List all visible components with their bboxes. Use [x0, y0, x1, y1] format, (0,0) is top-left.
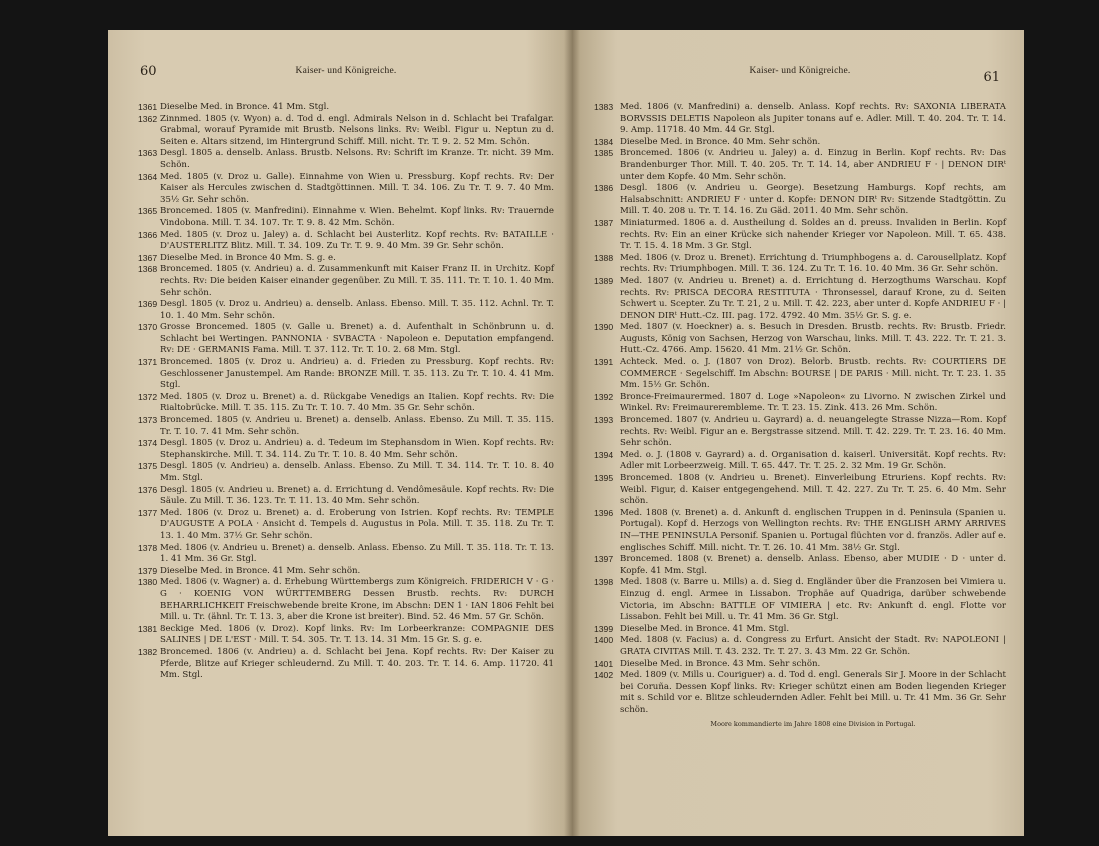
page-number: 60 — [140, 64, 157, 79]
entry-number: 1371 — [138, 357, 158, 368]
entry-text: 8eckige Med. 1806 (v. Droz). Kopf links. Rv: Im Lorbeerkranze: COMPAGNIE DES SALINES | DE L'EST · Mill. T. 54. 305. Tr. T. 13. 14. 31 Mm. 15 Gr. S. g. e. — [160, 623, 554, 646]
entry-text: Med. 1808 (v. Facius) a. d. Congress zu Erfurt. Ansicht der Stadt. Rv: NAPOLEONI | GRATA CIVITAS Mill. T. 43. 232. Tr. T. 27. 3. 43 Mm. 22 Gr. Schön. — [620, 635, 1006, 657]
entry-number: 1369 — [138, 299, 158, 310]
entry-number: 1399 — [594, 623, 614, 634]
catalog-entry — [594, 322, 1006, 357]
left-page-header — [138, 58, 554, 88]
catalog-entry — [138, 647, 554, 682]
catalog-entry — [594, 670, 1006, 716]
entry-number: 1387 — [594, 217, 614, 228]
entry-number: 1377 — [138, 507, 158, 518]
catalog-entry — [138, 253, 554, 265]
catalog-entry — [594, 554, 1006, 577]
catalog-entry — [594, 137, 1006, 149]
entry-number: 1384 — [594, 136, 614, 147]
catalog-entry — [138, 299, 554, 322]
entry-text: Desgl. 1806 (v. Andrieu u. George). Besetzung Hamburgs. Kopf rechts, am Halsabschnitt: ANDRIEU F · unter d. Kopfe: DENON DIRᵗ Rv: Sitzende Stadtgöttin. Zu Mill. T. 40. 208 u. Tr. T. 14. 16. Zu Gäd. 2011. 40 Mm. Sehr schön. — [620, 183, 1006, 217]
entry-text: Med. 1808 (v. Brenet) a. d. Ankunft d. englischen Truppen in d. Peninsula (Spanien u. Portugal). Kopf d. Herzogs von Wellington rechts. Rv: THE ENGLISH ARMY ARRIVES IN—THE PENINSULA Personif. Spanien u. Portugal flüchten vor d. französ. Adler auf e. englisches Schiff. Mill. nicht. Tr. T. 26. 10. 41 Mm. 38½ Gr. Stgl. — [620, 507, 1006, 553]
entry-number: 1402 — [594, 670, 614, 681]
entry-text: Achteck. Med. o. J. (1807 von Droz). Belorb. Brustb. rechts. Rv: COURTIERS DE COMMERCE · Segelschiff. Im Abschn: BOURSE | DE PARIS · Mill. nicht. Tr. T. 23. 1. 35 Mm. 15½ Gr. Schön. — [620, 357, 1006, 391]
entry-number: 1390 — [594, 322, 614, 333]
entry-text: Dieselbe Med. in Bronce. 41 Mm. Stgl. — [620, 623, 790, 634]
catalog-entry — [594, 415, 1006, 450]
entry-text: Dieselbe Med. in Bronce. 40 Mm. Sehr schön. — [620, 136, 821, 147]
catalog-entry — [138, 438, 554, 461]
entry-text: Desgl. 1805 (v. Andrieu u. Brenet) a. d. Errichtung d. Vendômesäule. Kopf rechts. Rv: Die Säule. Zu Mill. T. 36. 123. Tr. T. 11. 13. 40 Mm. Sehr schön. — [160, 484, 554, 507]
entry-number: 1376 — [138, 484, 158, 495]
catalog-entry — [594, 357, 1006, 392]
entry-text: Med. 1808 (v. Barre u. Mills) a. d. Sieg d. Engländer über die Franzosen bei Vimiera u. Einzug d. engl. Armee in Lissabon. Trophäe auf Quadriga, darüber schwebende Victoria, im Abschn: BATTLE OF VIMIERA | etc. Rv: Ankunft d. engl. Flotte vor Lissabon. Fehlt bei Mill. u. Tr. 41 Mm. 36 Gr. Stgl. — [620, 577, 1006, 623]
entry-number: 1361 — [138, 102, 158, 112]
catalog-entry — [138, 322, 554, 357]
entry-number: 1396 — [594, 507, 614, 518]
entry-text: Med. 1807 (v. Andrieu u. Brenet) a. d. Errichtung d. Herzogthums Warschau. Kopf rechts. Rv: PRISCA DECORA RESTITUTA · Thronsessel, darauf Krone, zu d. Seiten Schwert u. Scepter. Zu Tr. T. 21, 2 u. Mill. T. 42. 223, aber unter d. Kopfe ANDRIEU F · | DENON DIRᵗ Hutt.-Cz. III. pag. 172. 4792. 40 Mm. 35½ Gr. S. g. e. — [620, 275, 1006, 321]
catalog-entry — [594, 276, 1006, 322]
entry-number: 1400 — [594, 635, 614, 646]
entry-number: 1380 — [138, 577, 158, 588]
entry-number: 1366 — [138, 229, 158, 240]
catalog-entry — [138, 264, 554, 299]
catalog-entry — [138, 543, 554, 566]
entry-text: Broncemed. 1805 (v. Andrieu u. Brenet) a. denselb. Anlass. Ebenso. Zu Mill. T. 35. 115. Tr. T. 10. 7. 41 Mm. Sehr schön. — [160, 415, 554, 437]
catalog-entry — [594, 659, 1006, 671]
entry-number: 1392 — [594, 391, 614, 402]
entry-number: 1375 — [138, 461, 158, 472]
catalog-entry — [594, 253, 1006, 276]
entry-number: 1397 — [594, 554, 614, 565]
entry-text: Broncemed. 1805 (v. Andrieu) a. d. Zusammenkunft mit Kaiser Franz II. in Urchitz. Kopf rechts. Rv: Die beiden Kaiser einander gegenüber. Zu Mill. T. 35. 111. Tr. T. 10. 1. 40 Mm. Sehr schön. — [160, 264, 554, 298]
entry-text: Med. 1806 (v. Droz u. Brenet) a. d. Eroberung von Istrien. Kopf rechts. Rv: TEMPLE D'AUGUSTE A POLA · Ansicht d. Tempels d. Augustus in Pola. Mill. T. 35. 118. Zu Tr. T. 13. 1. 40 Mm. 37½ Gr. Sehr schön. — [160, 507, 554, 541]
entry-number: 1365 — [138, 206, 158, 217]
entry-text: Med. 1806 (v. Manfredini) a. denselb. Anlass. Kopf rechts. Rv: SAXONIA LIBERATA BORVSSIS DELETIS Napoleon als Jupiter tonans auf e. Adler. Mill. T. 40. 204. Tr. T. 14. 9. Amp. 11718. 40 Mm. 44 Gr. Stgl. — [620, 102, 1006, 136]
entry-text: Broncemed. 1805 (v. Manfredini). Einnahme v. Wien. Behelmt. Kopf links. Rv: Trauernde Vindobona. Mill. T. 34. 107. Tr. T. 9. 8. 42 Mm. Schön. — [160, 206, 554, 228]
entry-number: 1382 — [138, 646, 158, 657]
catalog-entry — [594, 450, 1006, 473]
left-entries — [138, 102, 554, 682]
entry-text: Dieselbe Med. in Bronce 40 Mm. S. g. e. — [160, 252, 336, 263]
catalog-entry — [594, 577, 1006, 623]
page-number: 61 — [983, 70, 1000, 85]
catalog-entry — [138, 206, 554, 229]
catalog-entry — [138, 577, 554, 623]
entry-text: Broncemed. 1807 (v. Andrieu u. Gayrard) a. d. neuangelegte Strasse Nizza—Rom. Kopf rechts. Rv: Weibl. Figur an e. Bergstrasse sitzend. Mill. T. 42. 229. Tr. T. 23. 16. 40 Mm. Sehr schön. — [620, 415, 1006, 449]
entry-number: 1374 — [138, 438, 158, 449]
catalog-entry — [138, 485, 554, 508]
entry-number: 1389 — [594, 275, 614, 286]
entry-number: 1373 — [138, 415, 158, 426]
running-head: Kaiser- und Königreiche. — [295, 66, 397, 76]
entry-number: 1368 — [138, 264, 158, 275]
entry-number: 1379 — [138, 565, 158, 576]
catalog-entry — [138, 624, 554, 647]
entry-number: 1391 — [594, 357, 614, 368]
entry-text: Grosse Broncemed. 1805 (v. Galle u. Brenet) a. d. Aufenthalt in Schönbrunn u. d. Schlacht bei Wertingen. PANNONIA · SVBACTA · Napoleon e. Deputation empfangend. Rv: DE · GERMANIS Fama. Mill. T. 37. 112. Tr. T. 10. 2. 68 Mm. Stgl. — [160, 322, 554, 356]
footnote: Moore kommandierte im Jahre 1808 eine Division in Portugal. — [710, 720, 916, 729]
entry-number: 1362 — [138, 113, 158, 124]
entry-text: Med. 1807 (v. Hoeckner) a. s. Besuch in Dresden. Brustb. rechts. Rv: Brustb. Friedr. Augusts, König von Sachsen, Herzog von Warschau, links. Mill. T. 43. 222. Tr. T. 21. 3. Hutt.-Cz. 4766. Amp. 15620. 41 Mm. 21½ Gr. Schön. — [620, 322, 1006, 356]
entry-number: 1364 — [138, 171, 158, 182]
entry-number: 1367 — [138, 252, 158, 263]
entry-text: Broncemed. 1806 (v. Andrieu u. Jaley) a. d. Einzug in Berlin. Kopf rechts. Rv: Das Brandenburger Thor. Mill. T. 40. 205. Tr. T. 14. 14, aber ANDRIEU F · | DENON DIRᵗ unter dem Kopfe. 40 Mm. Sehr schön. — [620, 148, 1006, 182]
entry-number: 1388 — [594, 252, 614, 263]
entry-text: Med. 1805 (v. Droz u. Brenet) a. d. Rückgabe Venedigs an Italien. Kopf rechts. Rv: Die Rialtobrücke. Mill. T. 35. 115. Zu Tr. T. 10. 7. 40 Mm. 35 Gr. Sehr schön. — [160, 391, 554, 414]
right-page — [572, 30, 1024, 836]
entry-number: 1398 — [594, 577, 614, 588]
entry-number: 1394 — [594, 449, 614, 460]
catalog-entry — [138, 102, 554, 114]
entry-text: Dieselbe Med. in Bronce. 41 Mm. Sehr schön. — [160, 565, 361, 576]
catalog-entry — [138, 461, 554, 484]
catalog-entry — [138, 230, 554, 253]
entry-text: Broncemed. 1805 (v. Droz u. Andrieu) a. d. Frieden zu Pressburg. Kopf rechts. Rv: Geschlossener Janustempel. Am Rande: BRONZE Mill. T. 35. 113. Zu Tr. T. 10. 4. 41 Mm. Stgl. — [160, 357, 554, 391]
catalog-entry — [594, 102, 1006, 137]
entry-number: 1381 — [138, 623, 158, 634]
catalog-entry — [138, 114, 554, 149]
entry-number: 1385 — [594, 148, 614, 159]
left-page — [108, 30, 572, 836]
entry-text: Dieselbe Med. in Bronce. 43 Mm. Sehr schön. — [620, 658, 821, 669]
entry-text: Med. 1806 (v. Droz u. Brenet). Errichtung d. Triumphbogens a. d. Carousellplatz. Kopf rechts. Rv: Triumphbogen. Mill. T. 36. 124. Zu Tr. T. 16. 10. 40 Mm. 36 Gr. Sehr schön. — [620, 252, 1006, 275]
entry-number: 1395 — [594, 473, 614, 483]
entry-text: Med. 1806 (v. Wagner) a. d. Erhebung Württembergs zum Königreich. FRIDERICH V · G · G · KOENIG VON WÜRTTEMBERG Dessen Brustb. rechts. Rv: DURCH BEHARRLICHKEIT Freischwebende breite Krone, im Abschn: DEN 1 · IAN 1806 Fehlt bei Mill. u. Tr. (ähnl. Tr. T. 13. 3, aber die Krone ist breiter). Bind. 52. 46 Mm. 57 Gr. Schön. — [160, 577, 554, 623]
running-head: Kaiser- und Königreiche. — [749, 66, 851, 76]
catalog-entry — [138, 508, 554, 543]
entry-text: Desgl. 1805 (v. Droz u. Andrieu) a. denselb. Anlass. Ebenso. Mill. T. 35. 112. Achnl. Tr. T. 10. 1. 40 Mm. Sehr schön. — [160, 299, 554, 321]
catalog-entry — [594, 635, 1006, 658]
entry-text: Dieselbe Med. in Bronce. 41 Mm. Stgl. — [160, 102, 330, 112]
entry-text: Miniaturmed. 1806 a. d. Austheilung d. Soldes an d. preuss. Invaliden in Berlin. Kopf rechts. Rv: Ein an einer Krücke sich nahender Krieger vor Napoleon. Mill. T. 65. 438. Tr. T. 15. 4. 18 Mm. 3 Gr. Stgl. — [620, 217, 1006, 252]
entry-text: Broncemed. 1806 (v. Andrieu) a. d. Schlacht bei Jena. Kopf rechts. Rv: Der Kaiser zu Pferde, Blitze auf Krieger schleudernd. Zu Mill. T. 40. 203. Tr. T. 14. 6. Amp. 11720. 41 Mm. Stgl. — [160, 646, 554, 681]
entry-text: Desgl. 1805 (v. Andrieu) a. denselb. Anlass. Ebenso. Zu Mill. T. 34. 114. Tr. T. 10. 8. 40 Mm. Stgl. — [160, 461, 554, 483]
entry-text: Broncemed. 1808 (v. Brenet) a. denselb. Anlass. Ebenso, aber MUDIE · D · unter d. Kopfe. 41 Mm. Stgl. — [620, 554, 1006, 576]
catalog-entry — [138, 148, 554, 171]
entry-text: Broncemed. 1808 (v. Andrieu u. Brenet). Einverleibung Etruriens. Kopf rechts. Rv: Weibl. Figur, d. Kaiser entgegengehend. Mill. T. 42. 227. Zu Tr. T. 25. 6. 40 Mm. Sehr schön. — [620, 473, 1006, 507]
right-page-header — [594, 58, 1006, 88]
catalog-entry — [594, 473, 1006, 508]
right-entries — [594, 102, 1006, 716]
entry-number: 1386 — [594, 183, 614, 194]
catalog-entry — [594, 624, 1006, 636]
entry-text: Med. 1806 (v. Andrieu u. Brenet) a. denselb. Anlass. Ebenso. Zu Mill. T. 35. 118. Tr. T. 13. 1. 41 Mm. 36 Gr. Stgl. — [160, 542, 554, 565]
entry-text: Desgl. 1805 (v. Droz u. Andrieu) a. d. Tedeum im Stephansdom in Wien. Kopf rechts. Rv: Stephanskirche. Mill. T. 34. 114. Zu Tr. T. 10. 8. 40 Mm. Sehr schön. — [160, 438, 554, 460]
entry-number: 1383 — [594, 102, 614, 112]
entry-text: Bronce-Freimaurermed. 1807 d. Loge »Napoleon« zu Livorno. N zwischen Zirkel und Winkel. Rv: Freimaurerembleme. Tr. T. 23. 15. Zink. 413. 26 Mm. Schön. — [620, 391, 1006, 414]
entry-number: 1372 — [138, 391, 158, 402]
catalog-entry — [594, 148, 1006, 183]
entry-text: Med. 1809 (v. Mills u. Couriguer) a. d. Tod d. engl. Generals Sir J. Moore in der Schlacht bei Coruña. Dessen Kopf links. Rv: Krieger schützt einen am Boden liegenden Krieger mit s. Schild vor e. Blitze schleudernden Adler. Fehlt bei Mill. u. Tr. 41 Mm. 36 Gr. Sehr schön. — [620, 670, 1006, 715]
catalog-entry — [138, 566, 554, 578]
entry-number: 1378 — [138, 542, 158, 553]
entry-text: Med. o. J. (1808 v. Gayrard) a. d. Organisation d. kaiserl. Universität. Kopf rechts. Rv: Adler mit Lorbeerzweig. Mill. T. 65. 447. Tr. T. 25. 2. 32 Mm. 19 Gr. Schön. — [620, 449, 1006, 472]
catalog-entry — [138, 392, 554, 415]
entry-number: 1363 — [138, 148, 158, 159]
book-gutter — [564, 30, 580, 836]
entry-text: Med. 1805 (v. Droz u. Jaley) a. d. Schlacht bei Austerlitz. Kopf rechts. Rv: BATAILLE · D'AUSTERLITZ Blitz. Mill. T. 34. 109. Zu Tr. T. 9. 9. 40 Mm. 39 Gr. Sehr schön. — [160, 229, 554, 252]
entry-text: Zinnmed. 1805 (v. Wyon) a. d. Tod d. engl. Admirals Nelson in d. Schlacht bei Trafalgar. Grabmal, worauf Pyramide mit Brustb. Nelsons links. Rv: Weibl. Figur u. Neptun zu d. Seiten e. Altars sitzend, im Hintergrund Schiff. Mill. nicht. Tr. T. 9. 2. 52 Mm. Schön. — [160, 113, 554, 147]
book-spread — [108, 30, 1024, 836]
catalog-entry — [138, 172, 554, 207]
catalog-entry — [594, 183, 1006, 218]
entry-text: Med. 1805 (v. Droz u. Galle). Einnahme von Wien u. Pressburg. Kopf rechts. Rv: Der Kaiser als Hercules zwischen d. Stadtgöttinnen. Mill. T. 34. 106. Zu Tr. T. 9. 7. 40 Mm. 35½ Gr. Sehr schön. — [160, 171, 554, 205]
catalog-entry — [138, 357, 554, 392]
entry-text: Desgl. 1805 a. denselb. Anlass. Brustb. Nelsons. Rv: Schrift im Kranze. Tr. nicht. 39 Mm. Schön. — [160, 148, 554, 170]
catalog-entry — [594, 392, 1006, 415]
entry-number: 1393 — [594, 415, 614, 426]
catalog-entry — [594, 508, 1006, 554]
entry-number: 1370 — [138, 322, 158, 333]
entry-number: 1401 — [594, 658, 614, 669]
catalog-entry — [138, 415, 554, 438]
catalog-entry — [594, 218, 1006, 253]
